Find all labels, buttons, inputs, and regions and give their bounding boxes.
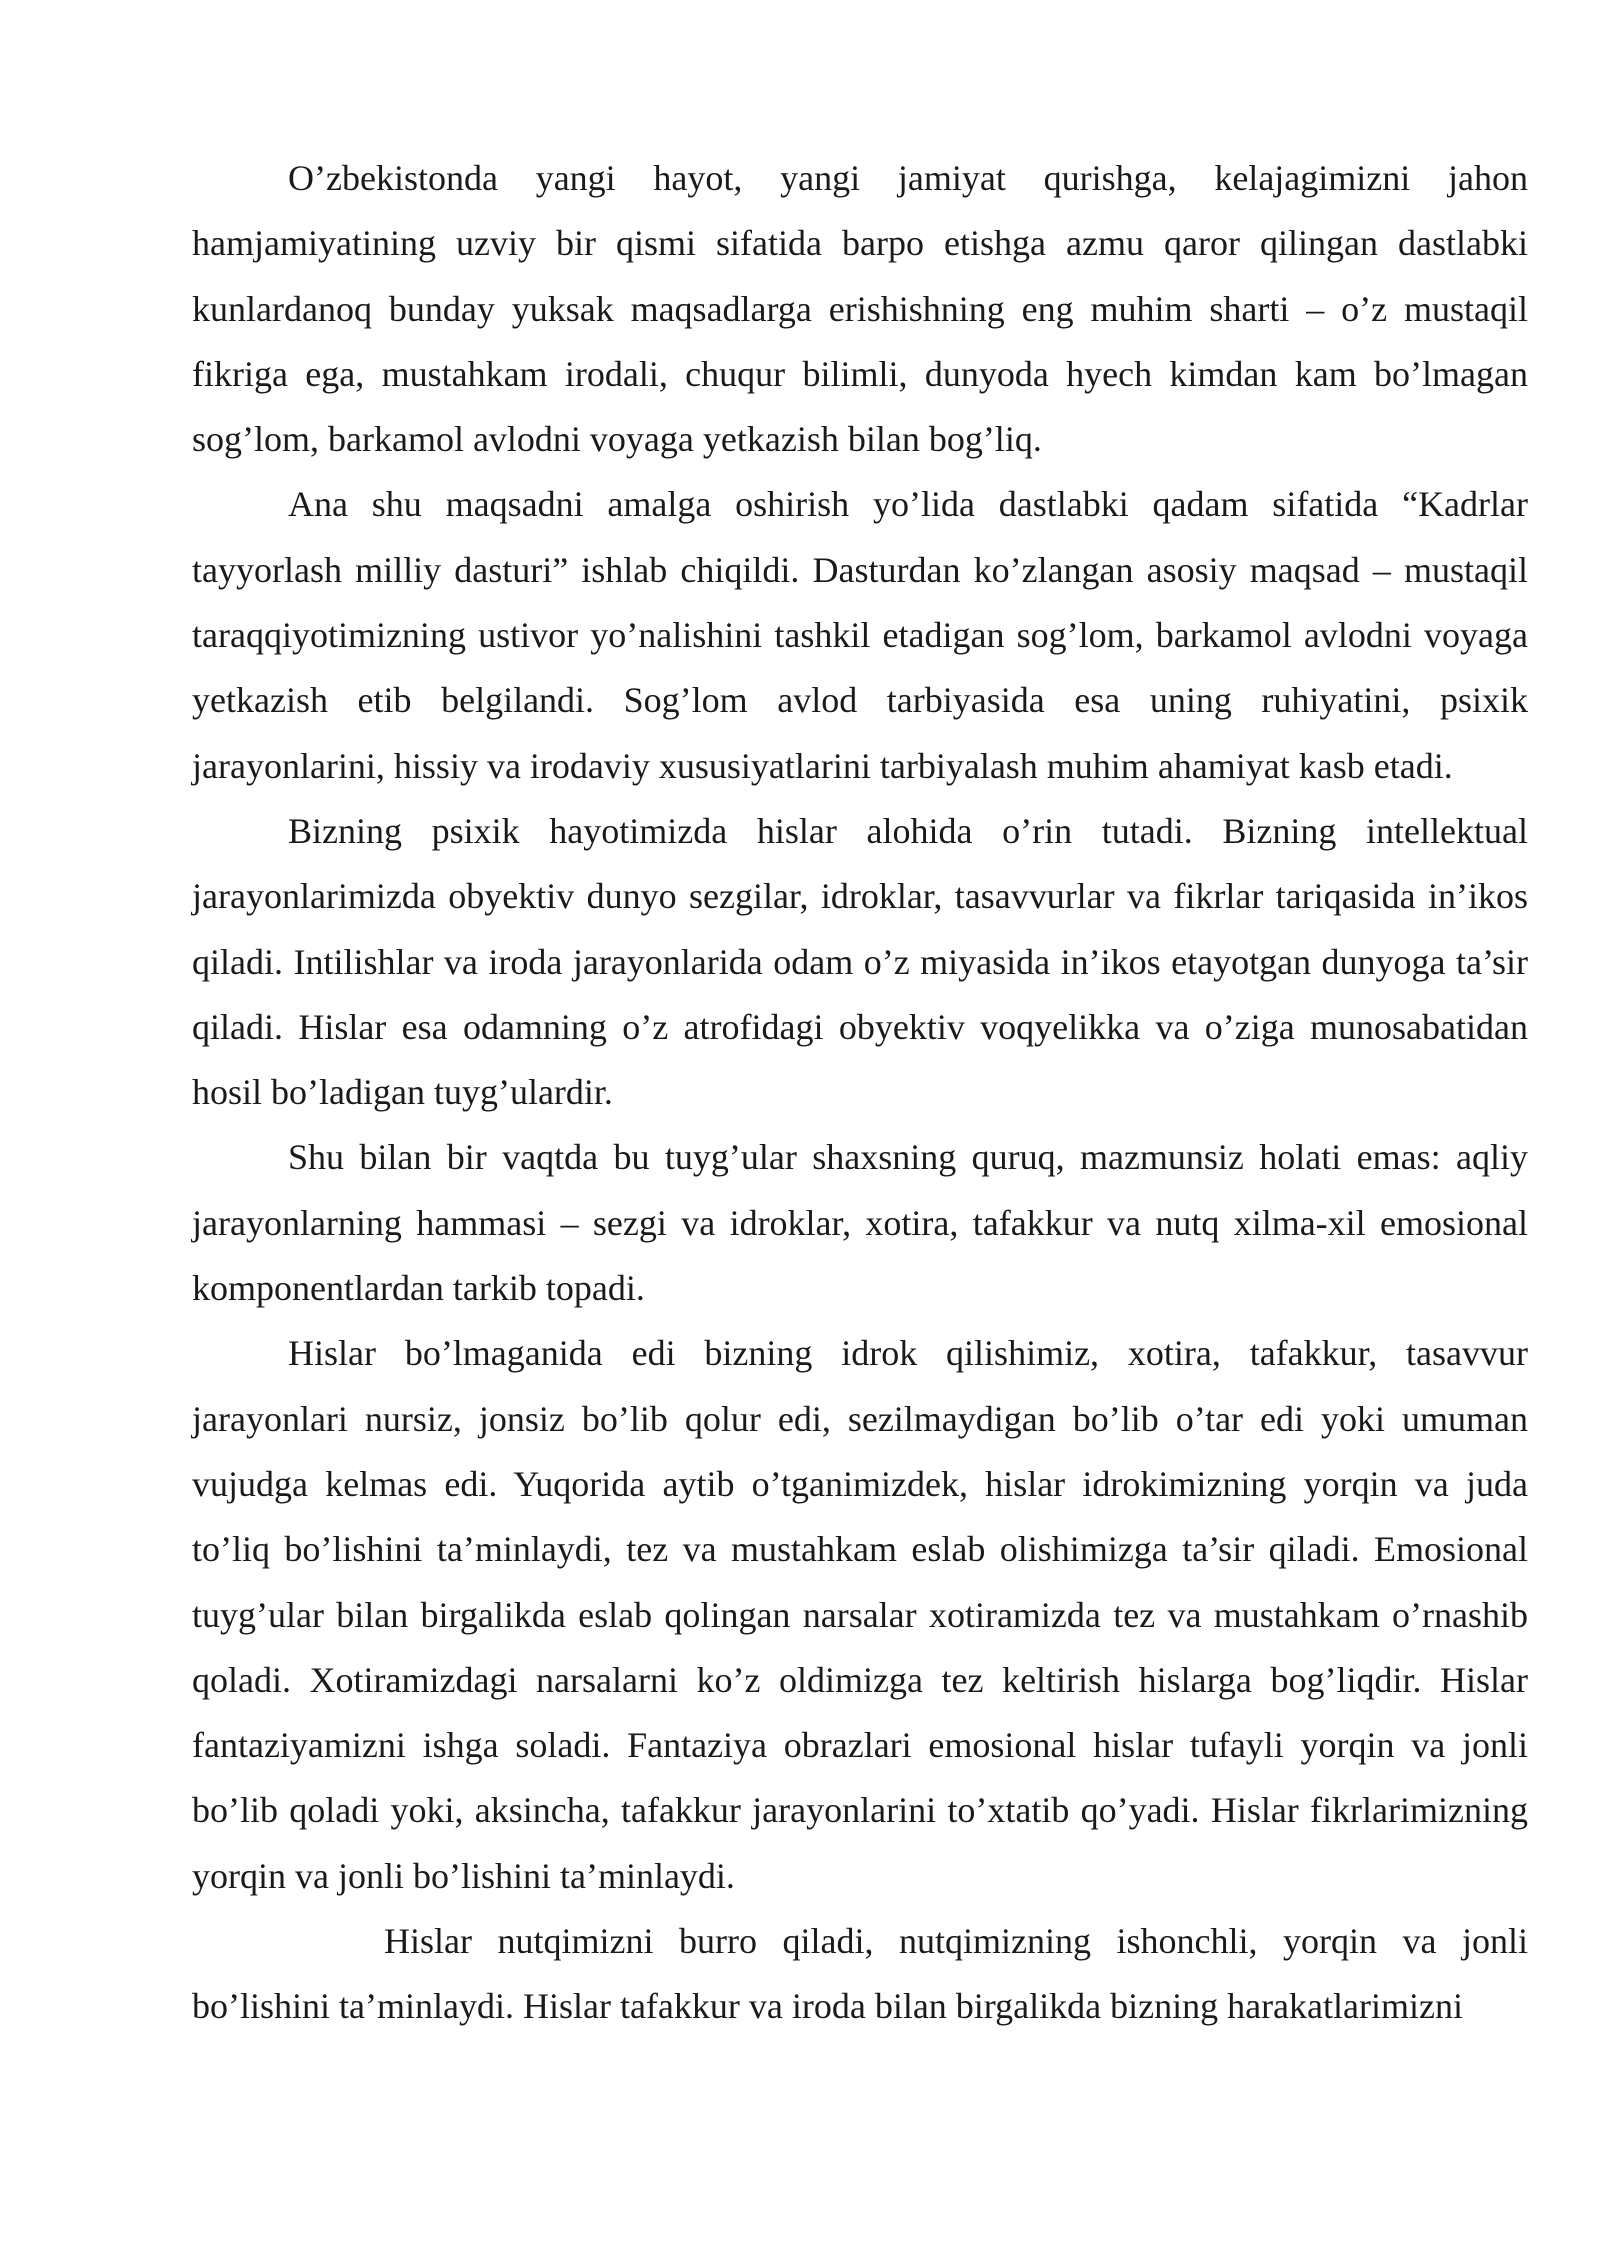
paragraph-6: Hislar nutqimizni burro qiladi, nutqimizning ishonchli, yorqin va jonli bo’lishini ta’minlaydi. Hislar tafakkur va iroda bilan birgalikda bizning harakatlarimizni bbox=[192, 1921, 1528, 2027]
paragraph-3: Bizning psixik hayotimizda hislar alohida o’rin tutadi. Bizning intellektual jarayonlarimizda obyektiv dunyo sezgilar, idroklar, tasavvurlar va fikrlar tariqasida in’ikos qiladi. Intilishlar va iroda jarayonlarida odam o’z miyasida in’ikos etayotgan dunyoga ta’sir qiladi. Hislar esa odamning o’z atrofidagi obyektiv voqyelikka va o’ziga munosabatidan hosil bo’ladigan tuyg’ulardir. bbox=[192, 810, 1528, 1113]
paragraph-2: Ana shu maqsadni amalga oshirish yo’lida dastlabki qadam sifatida “Kadrlar tayyorlash milliy dasturi” ishlab chiqildi. Dasturdan ko’zlangan asosiy maqsad – mustaqil taraqqiyotimizning ustivor yo’nalishini tashkil etadigan sog’lom, barkamol avlodni voyaga yetkazish etib belgilandi. Sog’lom avlod tarbiyasida esa uning ruhiyatini, psixik jarayonlarini, hissiy va irodaviy xususiyatlarini tarbiyalash muhim ahamiyat kasb etadi. bbox=[192, 484, 1528, 786]
document-body bbox=[192, 146, 1528, 2040]
paragraph-1: O’zbekistonda yangi hayot, yangi jamiyat qurishga, kelajagimizni jahon hamjamiyatining uzviy bir qismi sifatida barpo etishga azmu qaror qilingan dastlabki kunlardanoq bunday yuksak maqsadlarga erishishning eng muhim sharti – o’z mustaqil fikriga ega, mustahkam irodali, chuqur bilimli, dunyoda hyech kimdan kam bo’lmagan sog’lom, barkamol avlodni voyaga yetkazish bilan bog’liq. bbox=[192, 158, 1528, 460]
paragraph-4: Shu bilan bir vaqtda bu tuyg’ular shaxsning quruq, mazmunsiz holati emas: aqliy jarayonlarning hammasi – sezgi va idroklar, xotira, tafakkur va nutq xilma-xil emosional komponentlardan tarkib topadi. bbox=[192, 1137, 1528, 1309]
paragraph-5: Hislar bo’lmaganida edi bizning idrok qilishimiz, xotira, tafakkur, tasavvur jarayonlari nursiz, jonsiz bo’lib qolur edi, sezilmaydigan bo’lib o’tar edi yoki umuman vujudga kelmas edi. Yuqorida aytib o’tganimizdek, hislar idrokimizning yorqin va juda to’liq bo’lishini ta’minlaydi, tez va mustahkam eslab olishimizga ta’sir qiladi. Emosional tuyg’ular bilan birgalikda eslab qolingan narsalar xotiramizda tez va mustahkam o’rnashib qoladi. Xotiramizdagi narsalarni ko’z oldimizga tez keltirish hislarga bog’liqdir. Hislar fantaziyamizni ishga soladi. Fantaziya obrazlari emosional hislar tufayli yorqin va jonli bo’lib qoladi yoki, aksincha, tafakkur jarayonlarini to’xtatib qo’yadi. Hislar fikrlarimizning yorqin va jonli bo’lishini ta’minlaydi. bbox=[192, 1333, 1528, 1896]
